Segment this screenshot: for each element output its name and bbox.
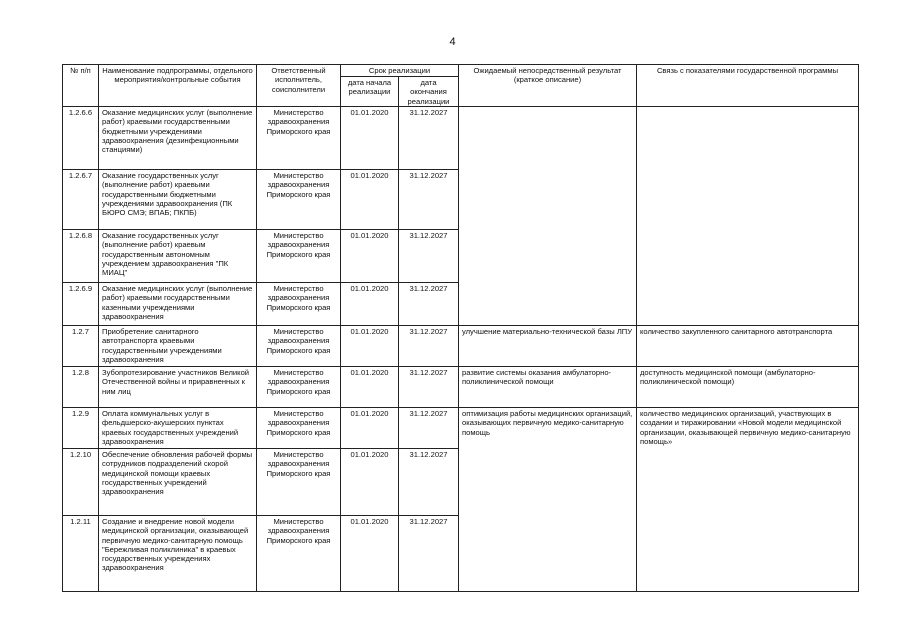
row-link-empty	[637, 107, 859, 326]
row-end: 31.12.2027	[399, 230, 459, 283]
table-row	[63, 107, 859, 170]
page-number: 4	[449, 36, 456, 48]
header-num: № п/п	[63, 65, 99, 107]
row-end: 31.12.2027	[399, 408, 459, 449]
row-end: 31.12.2027	[399, 449, 459, 516]
row-start: 01.01.2020	[341, 170, 399, 230]
table-row	[63, 367, 859, 408]
row-responsible: Министерство здравоохранения Приморского края	[257, 326, 341, 367]
header-end: дата окончания реализации	[399, 77, 459, 107]
row-start: 01.01.2020	[341, 408, 399, 449]
row-end: 31.12.2027	[399, 107, 459, 170]
row-end: 31.12.2027	[399, 326, 459, 367]
row-end: 31.12.2027	[399, 170, 459, 230]
row-num: 1.2.10	[63, 449, 99, 516]
header-start: дата начала реализации	[341, 77, 399, 107]
row-start: 01.01.2020	[341, 516, 399, 592]
row-name: Зубопротезирование участников Великой Отечественной войны и приравненных к ним лиц	[99, 367, 257, 408]
row-num: 1.2.7	[63, 326, 99, 367]
row-start: 01.01.2020	[341, 107, 399, 170]
row-start: 01.01.2020	[341, 283, 399, 326]
row-responsible: Министерство здравоохранения Приморского края	[257, 107, 341, 170]
row-link: доступность медицинской помощи (амбулаторно-поликлинической помощи)	[637, 367, 859, 408]
row-num: 1.2.6.6	[63, 107, 99, 170]
row-responsible: Министерство здравоохранения Приморского края	[257, 408, 341, 449]
row-link: количество медицинских организаций, участвующих в создании и тиражировании «Новой модели медицинской организации, оказывающей первичную медико-санитарную помощь»	[637, 408, 859, 592]
row-result: улучшение материально-технической базы ЛПУ	[459, 326, 637, 367]
table-row	[63, 408, 859, 449]
row-start: 01.01.2020	[341, 367, 399, 408]
table-row	[63, 326, 859, 367]
row-result-empty	[459, 107, 637, 326]
row-num: 1.2.6.9	[63, 283, 99, 326]
header-period: Срок реализации	[341, 65, 459, 77]
row-start: 01.01.2020	[341, 230, 399, 283]
row-end: 31.12.2027	[399, 283, 459, 326]
activities-table	[62, 64, 859, 592]
row-name: Оказание медицинских услуг (выполнение работ) краевыми государственными казенными учреждениями здравоохранения	[99, 283, 257, 326]
row-name: Оказание государственных услуг (выполнение работ) краевым государственным автономным учреждением здравоохранения "ПК МИАЦ"	[99, 230, 257, 283]
header-responsible: Ответственный исполнитель, соисполнители	[257, 65, 341, 107]
row-responsible: Министерство здравоохранения Приморского края	[257, 170, 341, 230]
row-num: 1.2.8	[63, 367, 99, 408]
row-name: Приобретение санитарного автотранспорта краевыми государственными учреждениями здравоохранения	[99, 326, 257, 367]
row-end: 31.12.2027	[399, 367, 459, 408]
row-name: Обеспечение обновления рабочей формы сотрудников подразделений скорой медицинской помощи краевых государственных учреждений здравоохранения	[99, 449, 257, 516]
row-num: 1.2.9	[63, 408, 99, 449]
row-num: 1.2.11	[63, 516, 99, 592]
row-start: 01.01.2020	[341, 326, 399, 367]
row-responsible: Министерство здравоохранения Приморского края	[257, 516, 341, 592]
row-responsible: Министерство здравоохранения Приморского края	[257, 367, 341, 408]
row-result: оптимизация работы медицинских организаций, оказывающих первичную медико-санитарную помощь	[459, 408, 637, 592]
row-start: 01.01.2020	[341, 449, 399, 516]
row-result: развитие системы оказания амбулаторно-поликлинической помощи	[459, 367, 637, 408]
header-link: Связь с показателями государственной программы	[637, 65, 859, 107]
row-responsible: Министерство здравоохранения Приморского края	[257, 230, 341, 283]
row-name: Создание и внедрение новой модели медицинской организации, оказывающей первичную медико-санитарную помощь "Бережливая поликлиника" в краевых государственных учреждениях здравоохранения	[99, 516, 257, 592]
row-link: количество закупленного санитарного автотранспорта	[637, 326, 859, 367]
row-name: Оказание государственных услуг (выполнение работ) краевыми государственными бюджетными учреждениями здравоохранения (ПК БЮРО СМЭ; ВПАБ; ПКПБ)	[99, 170, 257, 230]
row-name: Оказание медицинских услуг (выполнение работ) краевыми государственными бюджетными учреждениями здравоохранения (дезинфекционными станциями)	[99, 107, 257, 170]
row-responsible: Министерство здравоохранения Приморского края	[257, 283, 341, 326]
row-name: Оплата коммунальных услуг в фельдшерско-акушерских пунктах краевых государственных учреждений здравоохранения	[99, 408, 257, 449]
row-num: 1.2.6.8	[63, 230, 99, 283]
header-result: Ожидаемый непосредственный результат (краткое описание)	[459, 65, 637, 107]
row-num: 1.2.6.7	[63, 170, 99, 230]
row-end: 31.12.2027	[399, 516, 459, 592]
row-responsible: Министерство здравоохранения Приморского края	[257, 449, 341, 516]
header-name: Наименование подпрограммы, отдельного мероприятия/контрольные события	[99, 65, 257, 107]
